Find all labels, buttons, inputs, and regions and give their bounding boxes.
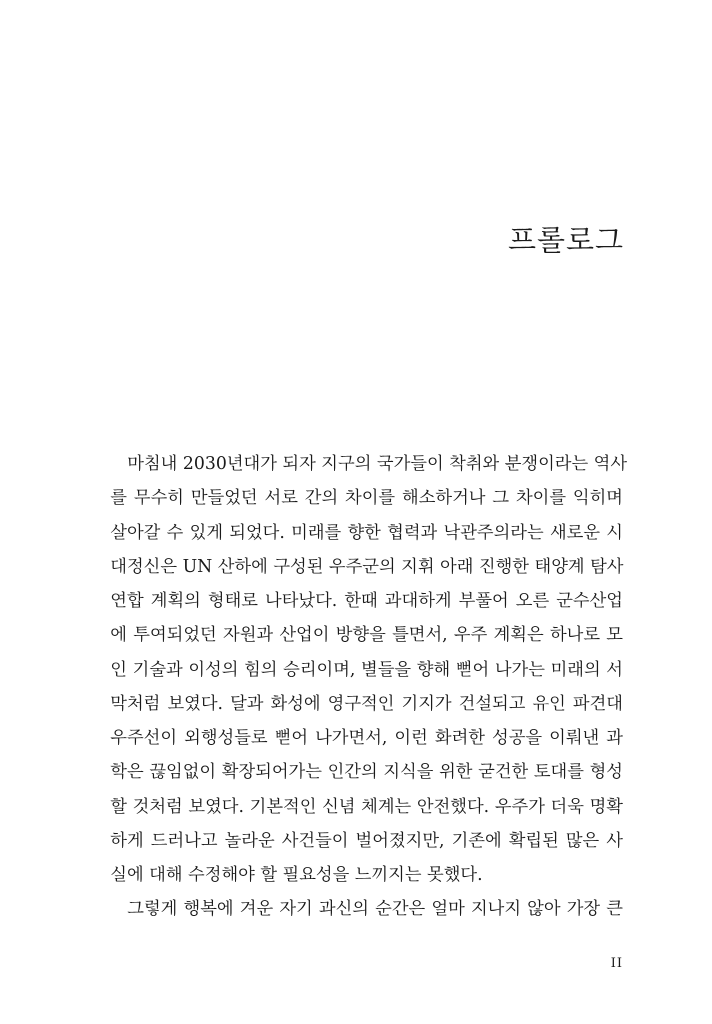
text-line: 마침내 2030년대가 되자 지구의 국가들이 착취와 분쟁이라는 역사: [127, 454, 628, 474]
paragraph-2: [93, 892, 623, 926]
text-line: 우주선이 외행성들로 뻗어 나가면서, 이런 화려한 성공을 이뤄낸 과: [110, 728, 623, 748]
text-line: 학은 끊임없이 확장되어가는 인간의 지식을 위한 굳건한 토대를 형성: [110, 762, 623, 783]
text-line: 할 것처럼 보였다. 기본적인 신념 체계는 안전했다. 우주가 더욱 명확: [110, 796, 623, 817]
body-text: [93, 447, 628, 927]
text-line: 그렇게 행복에 겨운 자기 과신의 순간은 얼마 지나지 않아 가장 큰: [127, 899, 623, 920]
text-line: 실에 대해 수정해야 할 필요성을 느끼지는 못했다.: [110, 865, 483, 885]
text-line: 하게 드러나고 놀라운 사건들이 벌어졌지만, 기존에 확립된 많은 사: [110, 830, 623, 851]
text-line: 에 투여되었던 자원과 산업이 방향을 틀면서, 우주 계획은 하나로 모: [110, 625, 623, 646]
page-number: II: [610, 956, 623, 971]
paragraph-1: [93, 447, 628, 892]
text-line: 연합 계획의 형태로 나타났다. 한때 과대하게 부풀어 오른 군수산업: [110, 591, 623, 611]
text-line: 대정신은 UN 산하에 구성된 우주군의 지휘 아래 진행한 태양계 탐사: [110, 556, 624, 577]
text-line: 를 무수히 만들었던 서로 간의 차이를 해소하거나 그 차이를 익히며: [110, 488, 623, 509]
text-line: 막처럼 보였다. 달과 화성에 영구적인 기지가 건설되고 유인 파견대: [110, 693, 623, 714]
chapter-title: 프롤로그: [507, 223, 624, 257]
text-line: 살아갈 수 있게 되었다. 미래를 향한 협력과 낙관주의라는 새로운 시: [110, 522, 623, 543]
text-line: 인 기술과 이성의 힘의 승리이며, 별들을 향해 뻗어 나가는 미래의 서: [110, 659, 623, 680]
